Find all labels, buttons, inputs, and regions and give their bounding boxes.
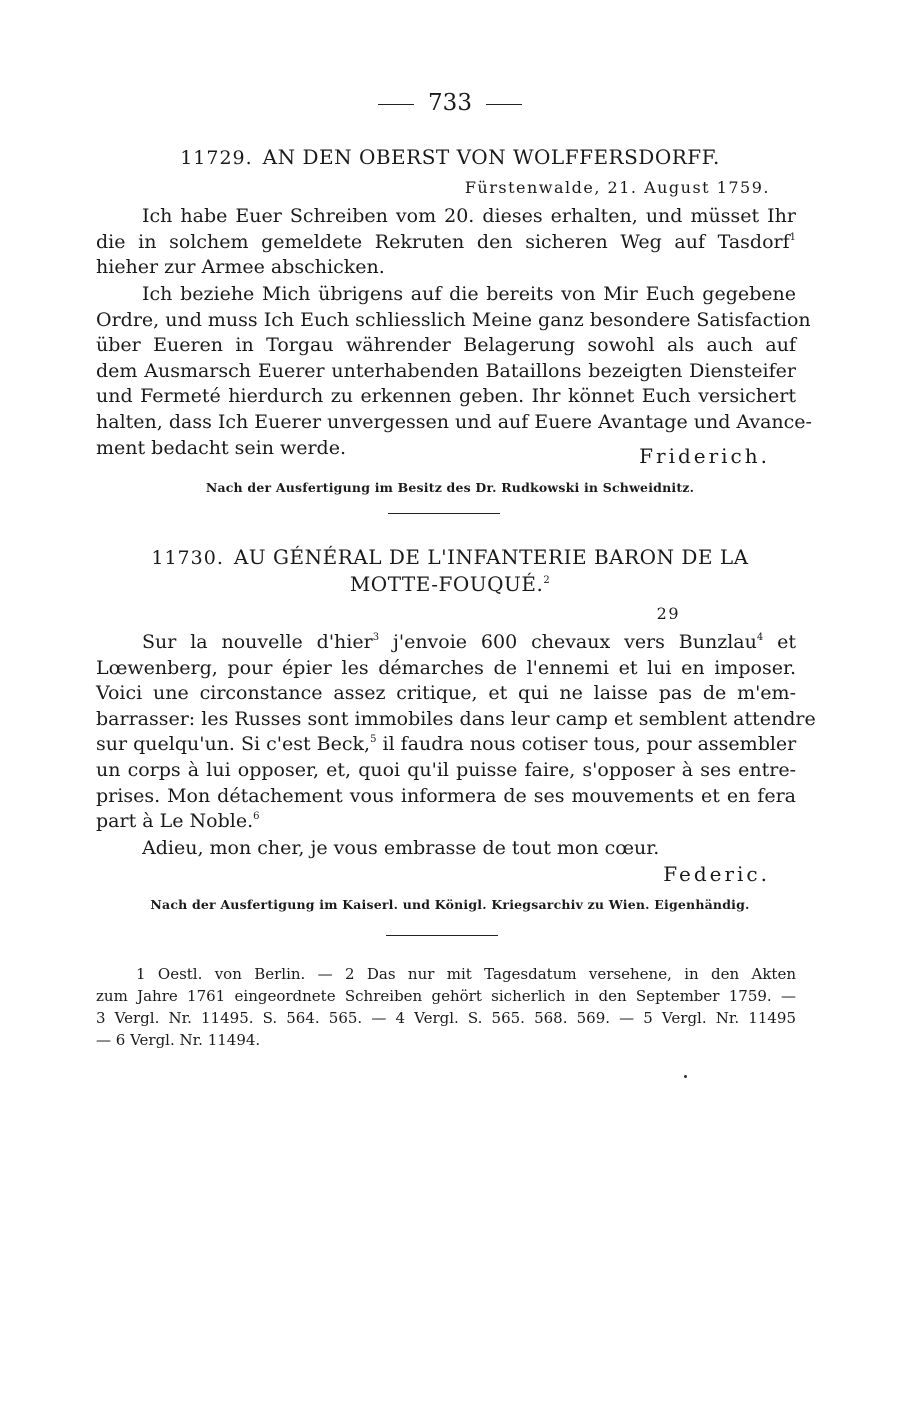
footnote-ref: 5: [370, 734, 377, 746]
footnote-ref: 3: [372, 632, 380, 643]
footnote-divider: [386, 935, 498, 936]
letter2-heading-cont: [100, 572, 800, 596]
footnotes: [96, 963, 796, 1051]
footnote-line: 1 Oestl. von Berlin. — 2 Das nur mit Tagesdatum versehene, in den Akten: [136, 965, 796, 983]
footnote-line: — 6 Vergl. Nr. 11494.: [96, 1031, 261, 1049]
text-line: Ich beziehe Mich übrigens auf die bereits von Mir Euch gegebene: [142, 283, 796, 305]
letter1-source-note: Nach der Ausfertigung im Besitz des Dr. Rudkowski in Schweidnitz.: [205, 480, 695, 495]
letter2-source-note: Nach der Ausfertigung im Kaiserl. und Königl. Kriegsarchiv zu Wien. Eigenhändig.: [150, 897, 750, 912]
text-line: Ordre, und muss Ich Euch schliesslich Meine ganz besondere Satisfaction: [96, 308, 811, 331]
text-line: part à Le Noble.$^6$: [96, 810, 260, 833]
text-line: Lœwenberg, pour épier les démarches de l'ennemi et lui en imposer.: [96, 656, 796, 679]
letter1-title: AN DEN OBERST VON WOLFFERSDORFF.: [262, 145, 720, 169]
letter2-title-line1: AU GÉNÉRAL DE L'INFANTERIE BARON DE LA: [233, 545, 749, 569]
footnote-ref: 2: [543, 575, 551, 586]
text-line: Voici une circonstance assez critique, et qui ne laisse pas de m'em-: [96, 682, 796, 705]
page-number: 733: [428, 90, 472, 116]
letter1-signature: Friderich.: [639, 444, 770, 468]
footnote-line: 3 Vergl. Nr. 11495. S. 564. 565. — 4 Vergl. S. 565. 568. 569. — 5 Vergl. Nr. 11495: [96, 1009, 796, 1027]
text-line: halten, dass Ich Euerer unvergessen und auf Euere Avantage und Avance-: [96, 410, 812, 433]
header-dash-right: [486, 104, 522, 105]
text-line: über Eueren in Torgau währender Belagerung sowohl als auch auf: [96, 334, 796, 357]
text-line: barrasser: les Russes sont immobiles dans leur camp et semblent attendre: [96, 707, 816, 730]
text-line: und Fermeté hierdurch zu erkennen geben. Ihr könnet Euch versichert: [96, 385, 796, 408]
text-line: Sur la nouvelle d'hier$^3$ j'envoie 600 chevaux vers Bunzlau$^4$ et: [142, 631, 796, 653]
header-dash-left: [378, 104, 414, 105]
letter1-heading: [100, 145, 800, 169]
letter2-title-line2: MOTTE-FOUQUÉ.: [349, 572, 544, 596]
letter2-heading: [100, 545, 800, 569]
text-line: ment bedacht sein werde.: [96, 436, 347, 459]
text-line: die in solchem gemeldete Rekruten den sicheren Weg auf Tasdorf$^1$: [96, 230, 796, 253]
section-divider: [388, 513, 500, 514]
text-line: un corps à lui opposer, et, quoi qu'il puisse faire, s'opposer à ses entre-: [96, 758, 796, 781]
letter1-paragraph-2: [96, 282, 812, 461]
text-line: sur quelqu'un. Si c'est Beck,$^5$ il faudra nous cotiser tous, pour assembler: [96, 733, 797, 756]
text-line: prises. Mon détachement vous informera de ses mouvements et en fera: [96, 784, 796, 807]
letter1-paragraph-1: [96, 204, 796, 281]
footnote-line: zum Jahre 1761 eingeordnete Schreiben gehört sicherlich in den September 1759. —: [96, 987, 796, 1005]
letter2-paragraph-2: [96, 836, 796, 862]
letter2-signature: Federic.: [663, 862, 770, 886]
letter2-number: 11730.: [151, 547, 224, 569]
letter1-dateline: Fürstenwalde, 21. August 1759.: [464, 178, 770, 197]
page-header: [0, 90, 900, 116]
text-line: Ich habe Euer Schreiben vom 20. dieses erhalten, und müsset Ihr: [142, 205, 796, 227]
letter1-number: 11729.: [180, 147, 253, 169]
text-line: dem Ausmarsch Euerer unterhabenden Bataillons bezeigten Diensteifer: [96, 359, 796, 382]
paper-speck: [684, 1075, 687, 1078]
letter2-dateline: 29: [656, 604, 680, 623]
footnote-ref: 6: [253, 811, 260, 823]
letter2-paragraph-1: [96, 630, 816, 835]
text-line: Adieu, mon cher, je vous embrasse de tout mon cœur.: [142, 837, 660, 859]
footnote-ref: 4: [756, 632, 764, 643]
footnote-ref: 1: [789, 231, 796, 243]
text-line: hieher zur Armee abschicken.: [96, 256, 385, 279]
